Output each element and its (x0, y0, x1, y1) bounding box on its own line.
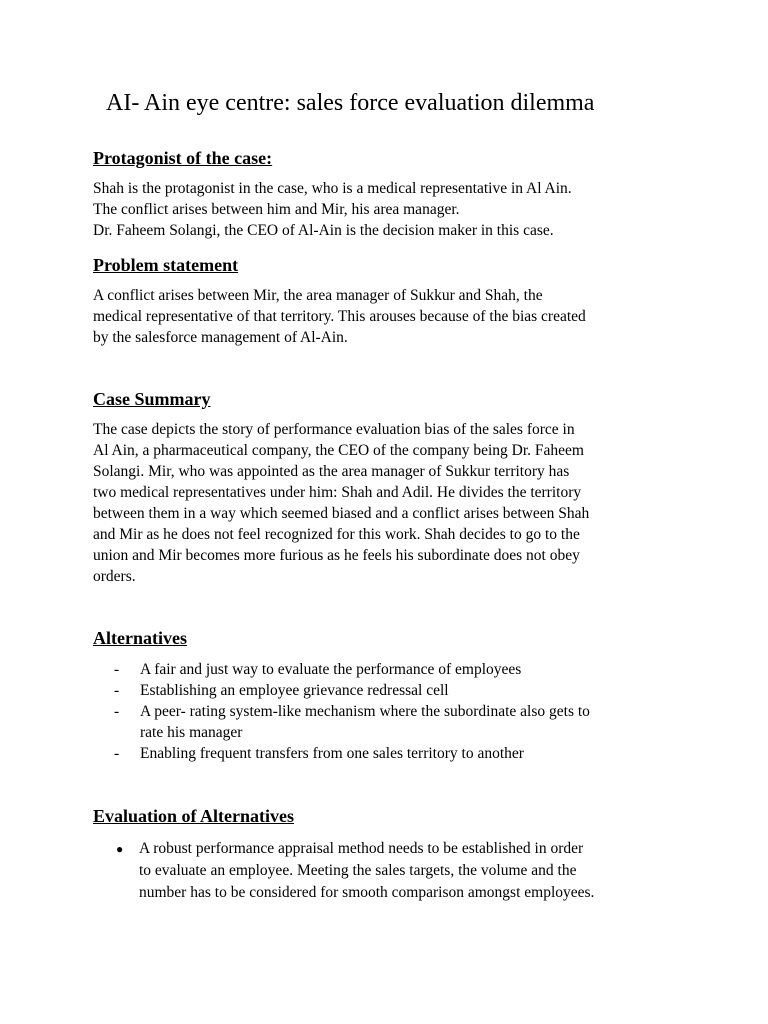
heading-problem-statement: Problem statement (93, 255, 239, 275)
paragraph-case-summary (93, 419, 693, 587)
text-line: A peer- rating system-like mechanism where the subordinate also gets to (140, 703, 590, 720)
text-line: orders. (93, 568, 136, 585)
text-line: and Mir as he does not feel recognized for this work. Shah decides to go to the (93, 526, 580, 543)
text-line: Dr. Faheem Solangi, the CEO of Al-Ain is the decision maker in this case. (93, 222, 554, 239)
list-item (114, 743, 694, 764)
list-item (114, 659, 694, 680)
list-item (114, 701, 694, 743)
text-line: Establishing an employee grievance redressal cell (140, 682, 449, 699)
text-line: to evaluate an employee. Meeting the sales targets, the volume and the (139, 862, 577, 879)
text-line: two medical representatives under him: Shah and Adil. He divides the territory (93, 484, 582, 501)
heading-case-summary: Case Summary (93, 389, 211, 409)
text-line: by the salesforce management of Al-Ain. (93, 329, 348, 346)
alternatives-list (114, 659, 694, 764)
text-line: medical representative of that territory. This arouses because of the bias created (93, 308, 586, 325)
evaluation-list (114, 838, 694, 904)
dash-marker: - (114, 745, 120, 762)
bullet-icon: ● (116, 842, 124, 856)
text-line: Shah is the protagonist in the case, who is a medical representative in Al Ain. (93, 180, 572, 197)
heading-alternatives: Alternatives (93, 628, 187, 648)
text-line: Al Ain, a pharmaceutical company, the CEO of the company being Dr. Faheem (93, 442, 584, 459)
text-line: A conflict arises between Mir, the area manager of Sukkur and Shah, the (93, 287, 543, 304)
paragraph-protagonist (93, 178, 693, 241)
text-line: The conflict arises between him and Mir, his area manager. (93, 201, 460, 218)
paragraph-problem-statement (93, 285, 693, 348)
list-item (114, 680, 694, 701)
text-line: A fair and just way to evaluate the performance of employees (140, 661, 522, 678)
dash-marker: - (114, 703, 120, 720)
heading-evaluation-of-alternatives: Evaluation of Alternatives (93, 806, 294, 826)
text-line: A robust performance appraisal method needs to be established in order (139, 840, 584, 857)
text-line: number has to be considered for smooth comparison amongst employees. (139, 884, 595, 901)
text-line: The case depicts the story of performance evaluation bias of the sales force in (93, 421, 575, 438)
dash-marker: - (114, 661, 120, 678)
list-item (114, 838, 694, 904)
document-title: AI- Ain eye centre: sales force evaluation dilemma (106, 90, 595, 116)
text-line: between them in a way which seemed biased and a conflict arises between Shah (93, 505, 590, 522)
heading-protagonist: Protagonist of the case: (93, 148, 273, 168)
text-line: Enabling frequent transfers from one sales territory to another (140, 745, 524, 762)
text-line: Solangi. Mir, who was appointed as the area manager of Sukkur territory has (93, 463, 570, 480)
text-line: union and Mir becomes more furious as he feels his subordinate does not obey (93, 547, 580, 564)
dash-marker: - (114, 682, 120, 699)
text-line: rate his manager (140, 724, 243, 741)
